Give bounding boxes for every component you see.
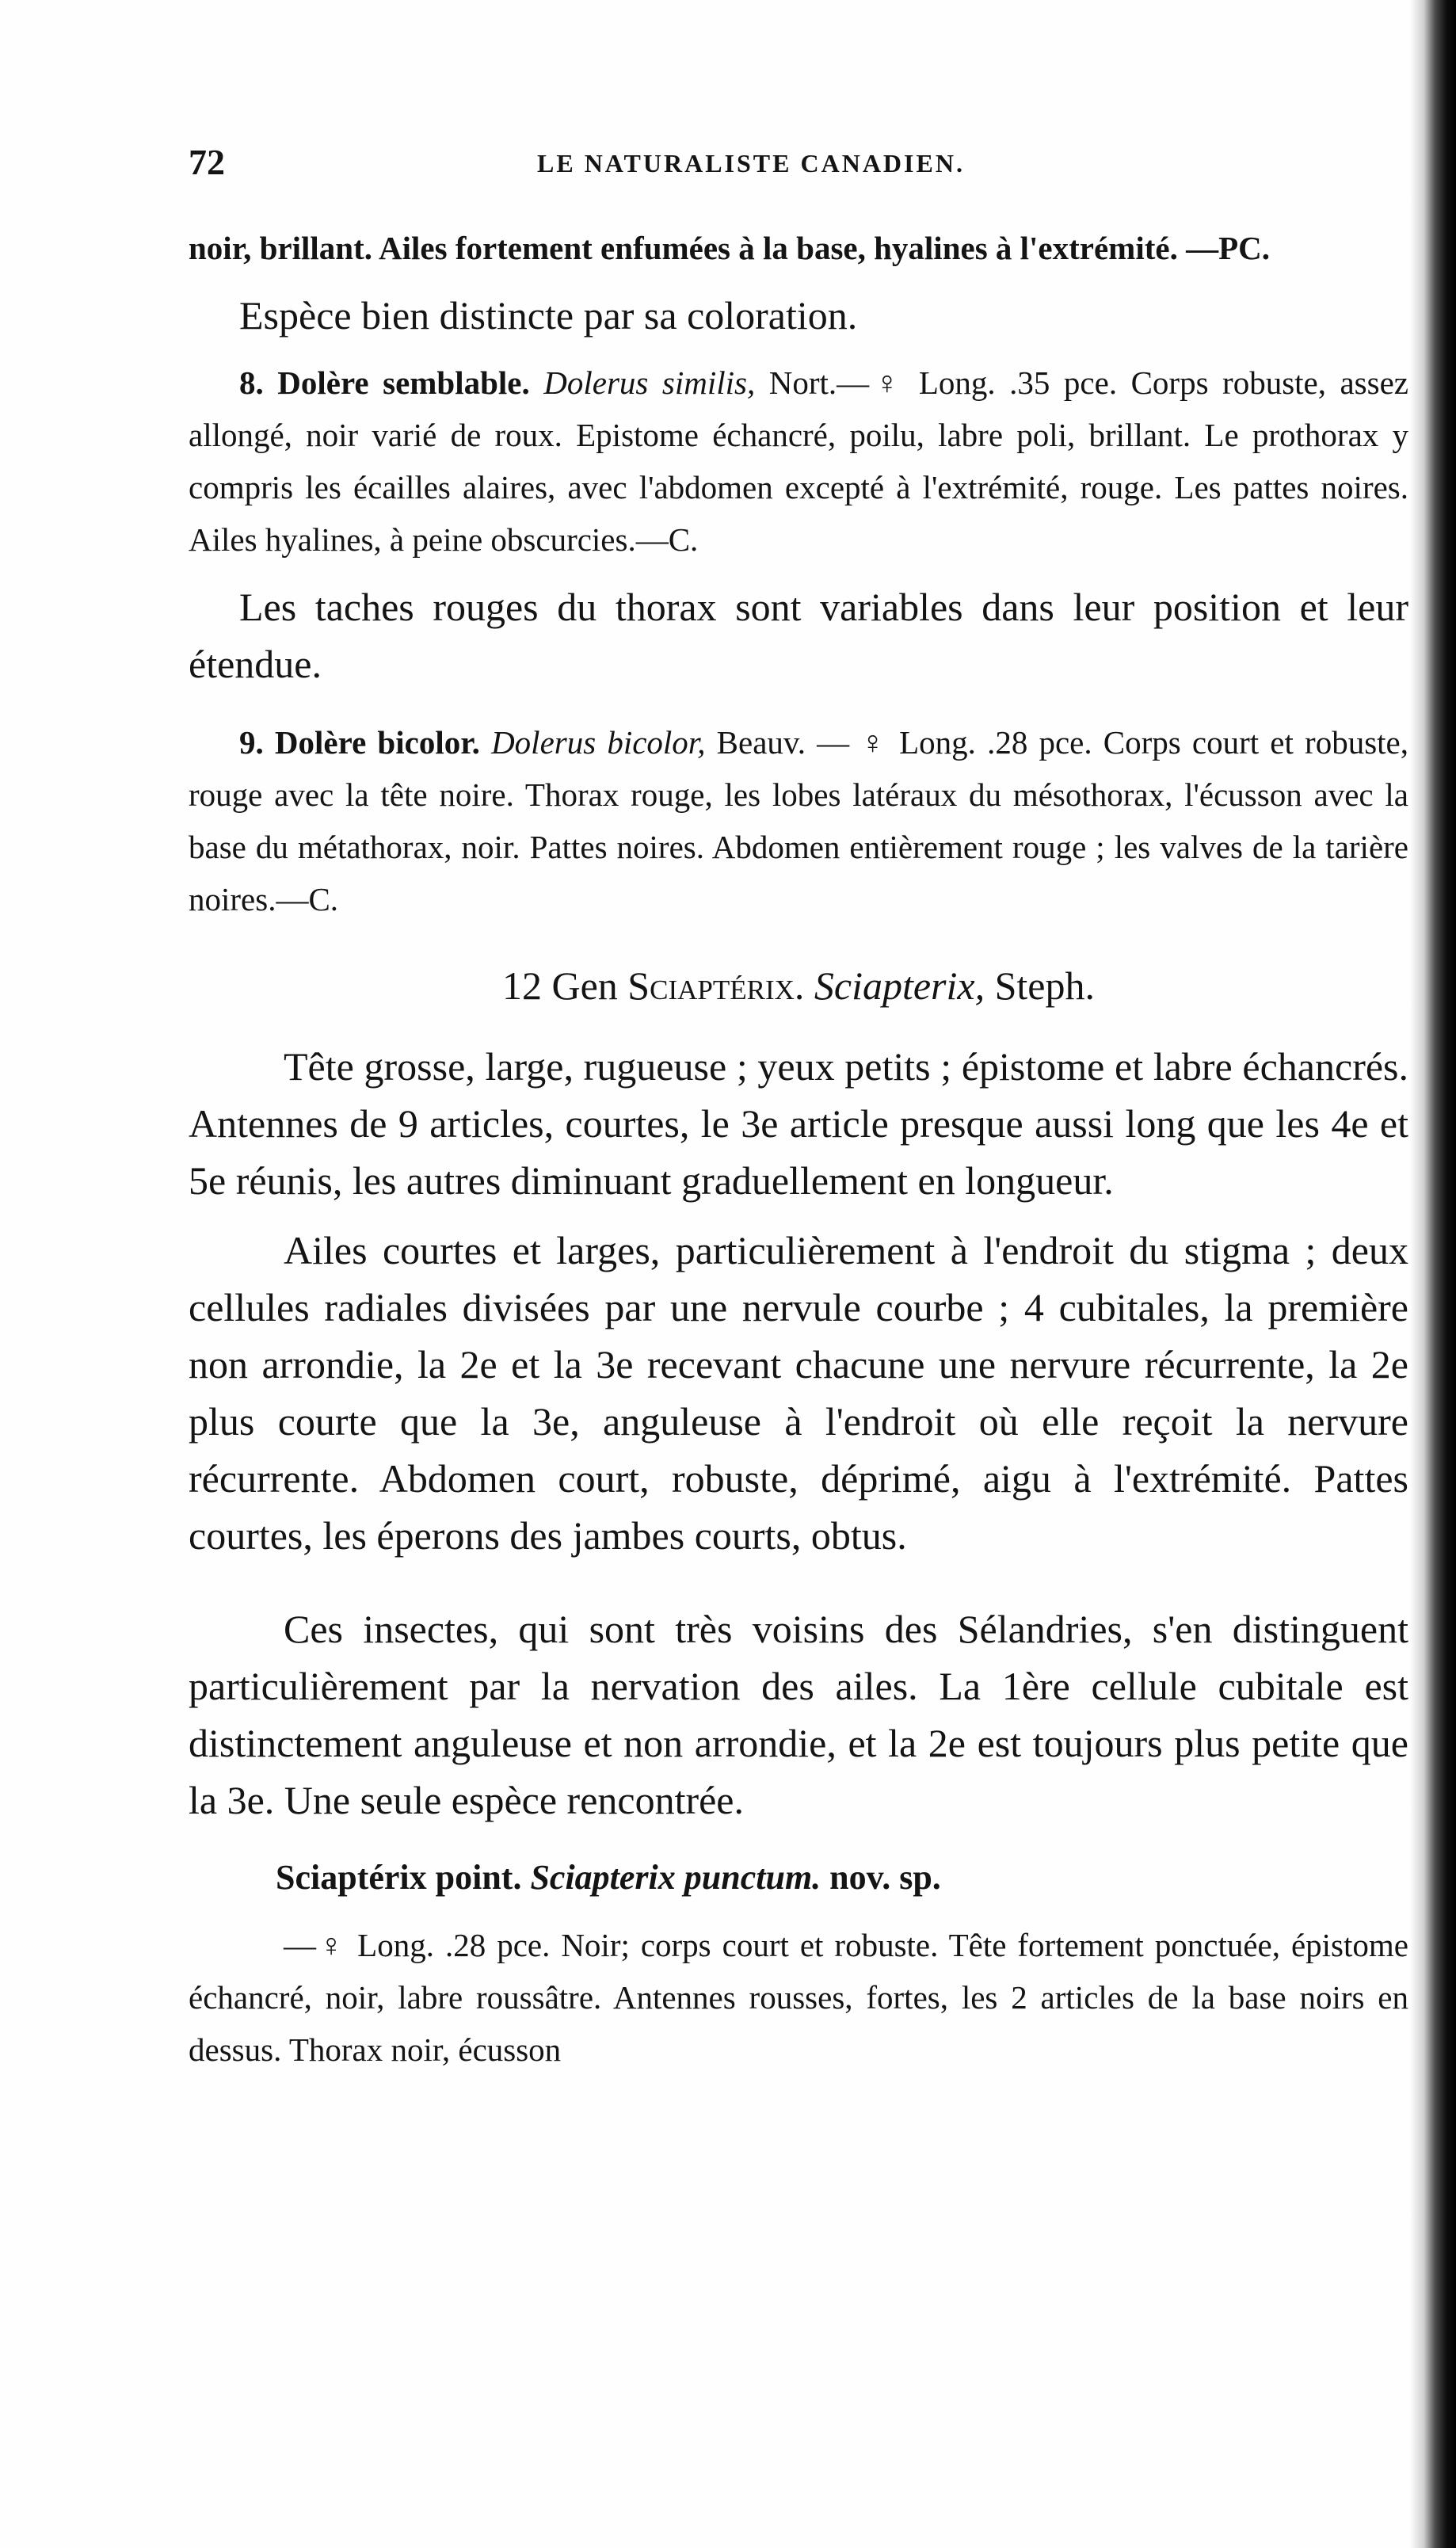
species-9-title: 9. Dolère bicolor. xyxy=(239,724,480,761)
paragraph-species-point-description: —♀ Long. .28 pce. Noir; corps court et robuste. Tête fortement ponctuée, épistome échancré, noir, labre roussâtre. Antennes rousses, fortes, les 2 articles de la base noirs en dessus. Thorax noir, écusson xyxy=(189,1927,1408,2068)
page-number: 72 xyxy=(189,142,225,182)
page-header xyxy=(189,141,1408,189)
genus-name: Sciaptérix. xyxy=(627,963,805,1008)
species-point-suffix: nov. sp. xyxy=(821,1858,941,1897)
paragraph-genus-head: Tête grosse, large, rugueuse ; yeux petits ; épistome et labre échancrés. Antennes de 9 articles, courtes, le 3e article presque aussi long que les 4e et 5e réunis, les autres diminuant graduellement en longueur. xyxy=(189,1044,1408,1203)
species-9-latin: Dolerus bicolor, xyxy=(491,724,706,761)
page-body xyxy=(189,222,1408,2076)
genus-number: 12 Gen xyxy=(501,963,628,1008)
running-head: LE NATURALISTE CANADIEN. xyxy=(537,149,965,177)
page-spine-shadow xyxy=(1410,0,1456,2548)
paragraph-genus-comparison: Ces insectes, qui sont très voisins des Sélandries, s'en distinguent particulièrement par la nervation des ailes. La 1ère cellule cubitale est distinctement anguleuse et non arrondie, et la 2e est toujours plus petite que la 3e. Une seule espèce rencontrée. xyxy=(189,1607,1408,1822)
species-heading-point xyxy=(189,1849,1408,1906)
genus-heading xyxy=(189,957,1408,1014)
species-entry-8 xyxy=(189,357,1408,566)
species-9-description: Beauv. — ♀ Long. .28 pce. Corps court et robuste, rouge avec la tête noire. Thorax rouge, les lobes latéraux du mésothorax, l'écusson avec la base du métathorax, noir. Pattes noires. Abdomen entièrement rouge ; les valves de la tarière noires.—C. xyxy=(189,724,1409,917)
paragraph-genus-wings: Ailes courtes et larges, particulièrement à l'endroit du stigma ; deux cellules radiales divisées par une nervule courbe ; 4 cubitales, la première non arrondie, la 2e et la 3e recevant chacune une nervure récurrente, la 2e plus courte que la 3e, anguleuse à l'endroit où elle reçoit la nervure récurrente. Abdomen court, robuste, déprimé, aigu à l'extrémité. Pattes courtes, les éperons des jambes courts, obtus. xyxy=(189,1228,1408,1558)
species-point-title: Sciaptérix point. xyxy=(276,1858,522,1897)
paragraph-species-note: Espèce bien distincte par sa coloration. xyxy=(239,293,858,338)
species-8-latin: Dolerus similis, xyxy=(543,364,756,401)
genus-latin: Sciapterix, xyxy=(804,963,985,1008)
genus-author: Steph. xyxy=(985,963,1096,1008)
paragraph-continuation: noir, brillant. Ailes fortement enfumées à la base, hyalines à l'extrémité. —PC. xyxy=(189,230,1270,266)
paragraph-thorax-note: Les taches rouges du thorax sont variables dans leur position et leur étendue. xyxy=(189,585,1408,686)
species-entry-9 xyxy=(189,716,1408,925)
species-point-latin: Sciapterix punctum. xyxy=(530,1858,821,1897)
species-8-title: 8. Dolère semblable. xyxy=(239,364,530,401)
species-8-description: Nort.—♀ Long. .35 pce. Corps robuste, assez allongé, noir varié de roux. Epistome échancré, poilu, labre poli, brillant. Le prothorax y compris les écailles alaires, avec l'abdomen excepté à l'extrémité, rouge. Les pattes noires. Ailes hyalines, à peine obscurcies.—C. xyxy=(189,364,1408,558)
